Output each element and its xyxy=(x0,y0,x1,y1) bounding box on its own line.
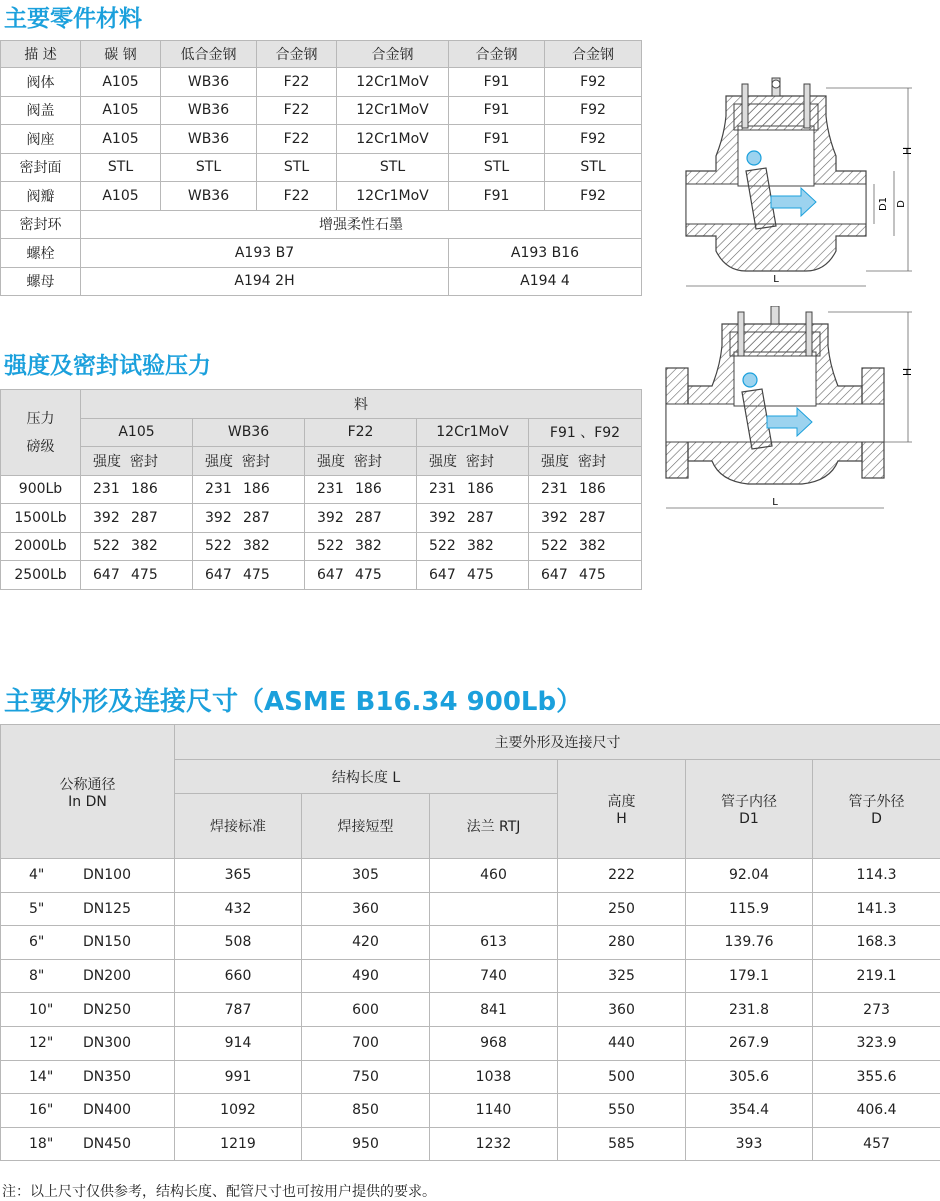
table-cell: A105 xyxy=(81,182,161,211)
table-cell: 12Cr1MoV xyxy=(337,68,449,97)
table-row xyxy=(1,859,940,893)
table-row xyxy=(1,125,642,154)
dimension-value: 432 xyxy=(175,892,302,926)
dimension-value: 222 xyxy=(558,859,686,893)
pressure-class-corner xyxy=(1,390,81,476)
dimension-value: 365 xyxy=(175,859,302,893)
table-cell: 螺母 xyxy=(1,267,81,296)
pressure-class: 1500Lb xyxy=(1,504,81,533)
sub-header: 强度 密封 xyxy=(193,447,305,476)
nominal-size: 6" DN150 xyxy=(1,926,175,960)
table-cell: 12Cr1MoV xyxy=(337,182,449,211)
dim-label-h: H xyxy=(901,147,914,155)
dimension-value: 1092 xyxy=(175,1094,302,1128)
table-cell: STL xyxy=(449,153,545,182)
dimension-value: 613 xyxy=(430,926,558,960)
pressure-value: 647 475 xyxy=(193,561,305,590)
dimension-value: 950 xyxy=(302,1127,430,1161)
table-cell: 12Cr1MoV xyxy=(337,96,449,125)
materials-header-row xyxy=(1,41,642,68)
pressure-value: 231 186 xyxy=(417,475,529,504)
sub-header: 强度 密封 xyxy=(305,447,417,476)
header-cell: 合金钢 xyxy=(257,41,337,68)
dimension-value: 660 xyxy=(175,959,302,993)
dimension-value: 585 xyxy=(558,1127,686,1161)
table-row xyxy=(1,1060,940,1094)
pressure-value: 647 475 xyxy=(81,561,193,590)
table-cell: STL xyxy=(81,153,161,182)
pressure-value: 522 382 xyxy=(529,532,642,561)
table-row xyxy=(1,475,642,504)
dim-label-h-2: H xyxy=(901,368,914,376)
materials-table xyxy=(0,40,642,296)
nominal-line2: In DN xyxy=(1,794,174,810)
table-cell: A193 B7 xyxy=(81,239,449,268)
dimension-value: 280 xyxy=(558,926,686,960)
dimension-value: 114.3 xyxy=(813,859,940,893)
dimension-value: 460 xyxy=(430,859,558,893)
weld-short-header: 焊接短型 xyxy=(302,794,430,859)
flange-header: 法兰 RTJ xyxy=(430,794,558,859)
header-cell: 低合金钢 xyxy=(161,41,257,68)
pressure-value: 647 475 xyxy=(305,561,417,590)
outer-dia-label: 管子外径 xyxy=(813,791,940,811)
dimension-value: 1219 xyxy=(175,1127,302,1161)
table-row xyxy=(1,1127,940,1161)
dim-label-d1: D1 xyxy=(878,197,889,211)
nominal-size: 5" DN125 xyxy=(1,892,175,926)
table-cell: 密封环 xyxy=(1,210,81,239)
dimension-value: 168.3 xyxy=(813,926,940,960)
height-label: 高度 xyxy=(558,791,685,811)
table-cell: F91 xyxy=(449,182,545,211)
material-col: F91 、F92 xyxy=(529,418,642,447)
pressure-class: 900Lb xyxy=(1,475,81,504)
dimension-value: 360 xyxy=(558,993,686,1027)
sub-header: 强度 密封 xyxy=(529,447,642,476)
pressure-value: 392 287 xyxy=(529,504,642,533)
table-row xyxy=(1,504,642,533)
pressure-value: 522 382 xyxy=(305,532,417,561)
corner-line2: 磅级 xyxy=(1,436,80,456)
inner-dia-label: 管子内径 xyxy=(686,791,812,811)
pressure-class: 2500Lb xyxy=(1,561,81,590)
valve-drawing-flanged xyxy=(662,306,926,516)
dimension-value: 787 xyxy=(175,993,302,1027)
dimension-value: 850 xyxy=(302,1094,430,1128)
weld-std-header: 焊接标准 xyxy=(175,794,302,859)
inner-dia-symbol: D1 xyxy=(686,811,812,827)
outer-dia-header xyxy=(813,760,940,859)
table-cell: WB36 xyxy=(161,182,257,211)
dimension-value: 550 xyxy=(558,1094,686,1128)
dimension-value: 420 xyxy=(302,926,430,960)
table-cell: F91 xyxy=(449,96,545,125)
table-cell: STL xyxy=(545,153,642,182)
dimension-value: 841 xyxy=(430,993,558,1027)
dimension-value: 139.76 xyxy=(686,926,813,960)
dimension-value: 600 xyxy=(302,993,430,1027)
dimension-value: 508 xyxy=(175,926,302,960)
pressure-value: 231 186 xyxy=(81,475,193,504)
height-symbol: H xyxy=(558,811,685,827)
dimension-value: 968 xyxy=(430,1026,558,1060)
table-row xyxy=(1,1026,940,1060)
table-cell: WB36 xyxy=(161,125,257,154)
dimension-value: 92.04 xyxy=(686,859,813,893)
table-row xyxy=(1,892,940,926)
dimension-value: 325 xyxy=(558,959,686,993)
dimension-value: 1140 xyxy=(430,1094,558,1128)
table-cell: 阀盖 xyxy=(1,96,81,125)
material-header: 料 xyxy=(81,390,642,419)
pressure-value: 231 186 xyxy=(529,475,642,504)
table-cell: A194 4 xyxy=(449,267,642,296)
dimension-value: 250 xyxy=(558,892,686,926)
nominal-size: 4" DN100 xyxy=(1,859,175,893)
pressure-value: 647 475 xyxy=(529,561,642,590)
material-col: A105 xyxy=(81,418,193,447)
header-cell: 合金钢 xyxy=(337,41,449,68)
table-row xyxy=(1,68,642,97)
table-cell: F91 xyxy=(449,68,545,97)
pressure-value: 522 382 xyxy=(417,532,529,561)
dimension-value: 490 xyxy=(302,959,430,993)
test-pressure-table xyxy=(0,389,642,590)
pressure-value: 231 186 xyxy=(193,475,305,504)
table-row xyxy=(1,993,940,1027)
section-title-materials: 主要零件材料 xyxy=(4,0,142,33)
table-row xyxy=(1,210,642,239)
table-row xyxy=(1,1094,940,1128)
table-cell: STL xyxy=(161,153,257,182)
table-cell: F92 xyxy=(545,68,642,97)
nominal-size: 16" DN400 xyxy=(1,1094,175,1128)
table-cell: A194 2H xyxy=(81,267,449,296)
pressure-value: 392 287 xyxy=(417,504,529,533)
dim-label-d: D xyxy=(896,200,907,208)
table-cell: 增强柔性石墨 xyxy=(81,210,642,239)
dimensions-table xyxy=(0,724,940,1161)
table-cell: F22 xyxy=(257,68,337,97)
header-cell: 描 述 xyxy=(1,41,81,68)
table-cell: A105 xyxy=(81,68,161,97)
table-cell: 阀座 xyxy=(1,125,81,154)
sub-header: 强度 密封 xyxy=(81,447,193,476)
dimension-value: 141.3 xyxy=(813,892,940,926)
dimension-value: 323.9 xyxy=(813,1026,940,1060)
table-cell: F92 xyxy=(545,96,642,125)
table-cell: A105 xyxy=(81,96,161,125)
table-row xyxy=(1,959,940,993)
table-cell: 密封面 xyxy=(1,153,81,182)
dimension-value xyxy=(430,892,558,926)
table-cell: F22 xyxy=(257,125,337,154)
dimension-value: 440 xyxy=(558,1026,686,1060)
table-row xyxy=(1,926,940,960)
pressure-value: 647 475 xyxy=(417,561,529,590)
dimension-value: 305.6 xyxy=(686,1060,813,1094)
material-col: F22 xyxy=(305,418,417,447)
dimension-value: 406.4 xyxy=(813,1094,940,1128)
header-cell: 碳 钢 xyxy=(81,41,161,68)
dim-label-l-2: L xyxy=(772,497,778,508)
table-cell: F22 xyxy=(257,182,337,211)
material-col: 12Cr1MoV xyxy=(417,418,529,447)
footnote: 注：以上尺寸仅供参考，结构长度、配管尺寸也可按用户提供的要求。 xyxy=(2,1181,436,1201)
dimension-value: 750 xyxy=(302,1060,430,1094)
table-row xyxy=(1,96,642,125)
dimension-value: 305 xyxy=(302,859,430,893)
height-header xyxy=(558,760,686,859)
dimension-value: 740 xyxy=(430,959,558,993)
dimension-value: 360 xyxy=(302,892,430,926)
table-cell: 12Cr1MoV xyxy=(337,125,449,154)
dimension-value: 219.1 xyxy=(813,959,940,993)
table-cell: F22 xyxy=(257,96,337,125)
dimension-value: 179.1 xyxy=(686,959,813,993)
dimension-value: 354.4 xyxy=(686,1094,813,1128)
dimension-value: 231.8 xyxy=(686,993,813,1027)
nominal-size: 14" DN350 xyxy=(1,1060,175,1094)
table-cell: A105 xyxy=(81,125,161,154)
outer-dia-symbol: D xyxy=(813,811,940,827)
dimension-value: 700 xyxy=(302,1026,430,1060)
section-title-test-pressure: 强度及密封试验压力 xyxy=(4,347,211,380)
dimension-value: 393 xyxy=(686,1127,813,1161)
table-cell: 阀瓣 xyxy=(1,182,81,211)
table-cell: 阀体 xyxy=(1,68,81,97)
dimension-value: 273 xyxy=(813,993,940,1027)
table-cell: WB36 xyxy=(161,96,257,125)
nominal-size: 8" DN200 xyxy=(1,959,175,993)
pressure-value: 392 287 xyxy=(305,504,417,533)
nominal-size-header xyxy=(1,725,175,859)
nominal-size: 18" DN450 xyxy=(1,1127,175,1161)
dimension-value: 1232 xyxy=(430,1127,558,1161)
table-cell: STL xyxy=(337,153,449,182)
table-row xyxy=(1,153,642,182)
dimension-value: 500 xyxy=(558,1060,686,1094)
header-cell: 合金钢 xyxy=(449,41,545,68)
corner-line1: 压力 xyxy=(1,408,80,428)
inner-dia-header xyxy=(686,760,813,859)
dimension-value: 267.9 xyxy=(686,1026,813,1060)
pressure-value: 231 186 xyxy=(305,475,417,504)
table-cell: STL xyxy=(257,153,337,182)
dimension-value: 457 xyxy=(813,1127,940,1161)
dimension-value: 1038 xyxy=(430,1060,558,1094)
pressure-value: 392 287 xyxy=(193,504,305,533)
table-row xyxy=(1,182,642,211)
pressure-class: 2000Lb xyxy=(1,532,81,561)
dimension-value: 914 xyxy=(175,1026,302,1060)
table-cell: 螺栓 xyxy=(1,239,81,268)
dimension-value: 115.9 xyxy=(686,892,813,926)
material-col: WB36 xyxy=(193,418,305,447)
nominal-size: 12" DN300 xyxy=(1,1026,175,1060)
table-cell: F91 xyxy=(449,125,545,154)
length-header: 结构长度 L xyxy=(175,760,558,794)
nominal-line1: 公称通径 xyxy=(1,774,174,794)
table-cell: F92 xyxy=(545,182,642,211)
dim-label-l: L xyxy=(773,274,779,285)
table-row xyxy=(1,239,642,268)
table-row xyxy=(1,561,642,590)
main-dim-header: 主要外形及连接尺寸 xyxy=(175,725,940,760)
pressure-value: 522 382 xyxy=(81,532,193,561)
nominal-size: 10" DN250 xyxy=(1,993,175,1027)
dimension-value: 991 xyxy=(175,1060,302,1094)
section-title-dimensions: 主要外形及连接尺寸（ASME B16.34 900Lb） xyxy=(4,681,582,718)
table-row xyxy=(1,532,642,561)
pressure-value: 522 382 xyxy=(193,532,305,561)
valve-drawing-weld xyxy=(676,76,926,296)
sub-header: 强度 密封 xyxy=(417,447,529,476)
table-cell: F92 xyxy=(545,125,642,154)
header-cell: 合金钢 xyxy=(545,41,642,68)
dimension-value: 355.6 xyxy=(813,1060,940,1094)
table-row xyxy=(1,267,642,296)
pressure-value: 392 287 xyxy=(81,504,193,533)
table-cell: A193 B16 xyxy=(449,239,642,268)
table-cell: WB36 xyxy=(161,68,257,97)
